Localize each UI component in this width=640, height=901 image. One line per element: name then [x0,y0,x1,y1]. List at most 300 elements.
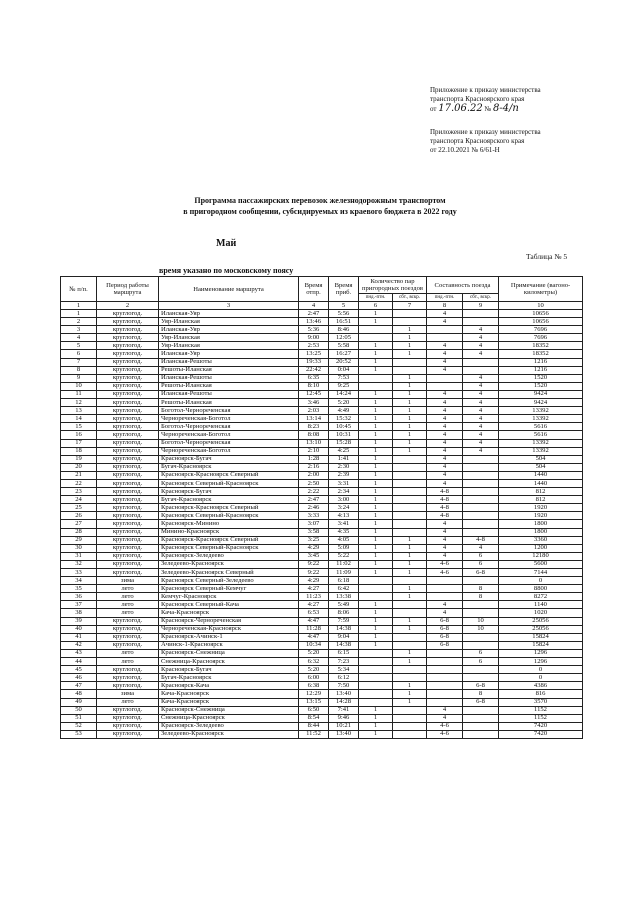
cell-note: 9424 [499,390,583,398]
cell-route: Иланская-Решоты [159,374,299,382]
cell-period: круглогод. [97,706,159,714]
cell-note: 1296 [499,658,583,666]
cell-comp-weekend [463,609,499,617]
cell-number: 50 [61,706,97,714]
column-number: 4 [299,302,329,310]
cell-comp-weekend: 4 [463,447,499,455]
cell-number: 28 [61,528,97,536]
cell-pairs-weekend [393,488,427,496]
cell-arrival: 8:46 [329,326,359,334]
cell-route: Минино-Красноярск [159,528,299,536]
cell-period: круглогод. [97,399,159,407]
cell-pairs-weekday: 1 [359,641,393,649]
cell-arrival: 14:38 [329,641,359,649]
cell-pairs-weekend: 1 [393,399,427,407]
cell-pairs-weekday [359,326,393,334]
cell-pairs-weekday: 1 [359,399,393,407]
cell-comp-weekday [427,585,463,593]
cell-route: Решоты-Иланская [159,382,299,390]
cell-comp-weekday: 6-8 [427,633,463,641]
cell-period: круглогод. [97,625,159,633]
cell-departure: 5:36 [299,326,329,334]
cell-pairs-weekday: 1 [359,350,393,358]
cell-note: 0 [499,674,583,682]
cell-route: Красноярск Северный-Кемчуг [159,585,299,593]
cell-route: Красноярск-Красноярск Северный [159,504,299,512]
cell-number: 2 [61,318,97,326]
cell-note: 8272 [499,593,583,601]
schedule-table [60,276,583,739]
cell-route: Зеледеево-Красноярск [159,560,299,568]
table-row [61,350,583,358]
cell-pairs-weekday [359,593,393,601]
cell-pairs-weekend [393,358,427,366]
cell-departure: 12:29 [299,690,329,698]
table-row [61,358,583,366]
cell-departure: 13:25 [299,350,329,358]
cell-pairs-weekday: 1 [359,407,393,415]
cell-number: 43 [61,649,97,657]
cell-number: 51 [61,714,97,722]
table-row [61,658,583,666]
cell-comp-weekend [463,504,499,512]
table-row [61,390,583,398]
cell-note: 15824 [499,641,583,649]
cell-pairs-weekend: 1 [393,374,427,382]
cell-period: круглогод. [97,674,159,682]
column-number: 8 [427,302,463,310]
cell-pairs-weekend [393,714,427,722]
cell-pairs-weekend [393,463,427,471]
cell-note: 3360 [499,536,583,544]
cell-comp-weekday [427,593,463,601]
cell-arrival: 2:34 [329,488,359,496]
cell-departure: 6:53 [299,609,329,617]
cell-pairs-weekend [393,641,427,649]
table-row [61,488,583,496]
cell-pairs-weekday: 1 [359,463,393,471]
cell-period: лето [97,609,159,617]
table-row [61,609,583,617]
cell-comp-weekend [463,366,499,374]
table-row [61,326,583,334]
cell-departure: 12:45 [299,390,329,398]
cell-arrival: 9:46 [329,714,359,722]
table-row [61,463,583,471]
cell-note: 1020 [499,609,583,617]
cell-number: 16 [61,431,97,439]
cell-number: 34 [61,577,97,585]
cell-note: 13392 [499,415,583,423]
cell-comp-weekend: 4-8 [463,536,499,544]
cell-departure: 5:20 [299,666,329,674]
cell-arrival: 0:04 [329,366,359,374]
cell-comp-weekday: 4 [427,455,463,463]
cell-comp-weekend [463,633,499,641]
approval-line: Приложение к приказу министерства [430,128,541,136]
cell-arrival: 4:25 [329,447,359,455]
cell-comp-weekend: 4 [463,382,499,390]
cell-pairs-weekday [359,649,393,657]
cell-comp-weekend [463,310,499,318]
cell-departure: 5:20 [299,649,329,657]
cell-departure: 3:07 [299,520,329,528]
cell-period: круглогод. [97,569,159,577]
cell-note: 10656 [499,318,583,326]
cell-comp-weekday [427,666,463,674]
cell-arrival: 3:31 [329,479,359,487]
cell-route: Кемчуг-Красноярск [159,593,299,601]
cell-pairs-weekend: 1 [393,698,427,706]
cell-note: 5616 [499,431,583,439]
cell-arrival: 5:09 [329,544,359,552]
cell-pairs-weekend [393,455,427,463]
cell-pairs-weekday: 1 [359,471,393,479]
cell-period: круглогод. [97,390,159,398]
cell-pairs-weekend: 1 [393,423,427,431]
cell-departure: 3:25 [299,536,329,544]
cell-pairs-weekend: 1 [393,536,427,544]
cell-number: 8 [61,366,97,374]
cell-comp-weekday: 4 [427,601,463,609]
cell-comp-weekend: 6 [463,560,499,568]
cell-departure: 4:27 [299,585,329,593]
table-row [61,714,583,722]
cell-comp-weekend [463,706,499,714]
cell-pairs-weekday: 1 [359,479,393,487]
cell-pairs-weekday [359,585,393,593]
cell-route: Бугач-Красноярск [159,463,299,471]
cell-comp-weekday: 4 [427,439,463,447]
cell-departure: 3:58 [299,528,329,536]
cell-note: 1800 [499,528,583,536]
cell-route: Уяр-Иланская [159,318,299,326]
cell-pairs-weekday [359,334,393,342]
cell-pairs-weekday: 1 [359,528,393,536]
cell-pairs-weekend: 1 [393,617,427,625]
cell-departure: 19:33 [299,358,329,366]
cell-departure: 8:08 [299,431,329,439]
cell-number: 17 [61,439,97,447]
cell-pairs-weekday [359,577,393,585]
table-row [61,706,583,714]
cell-number: 44 [61,658,97,666]
cell-pairs-weekday: 1 [359,504,393,512]
cell-route: Красноярск-Красноярск Северный [159,536,299,544]
header-composition: Составность поезда [427,277,499,294]
cell-comp-weekday: 4-8 [427,512,463,520]
cell-note: 18352 [499,350,583,358]
cell-departure: 6:50 [299,706,329,714]
cell-comp-weekend [463,528,499,536]
cell-pairs-weekend [393,666,427,674]
cell-pairs-weekday [359,698,393,706]
cell-note: 1152 [499,706,583,714]
cell-arrival: 5:20 [329,399,359,407]
cell-number: 47 [61,682,97,690]
header-comp-weekend: сбт., вскр. [463,294,499,302]
cell-route: Бугач-Красноярск [159,674,299,682]
cell-number: 20 [61,463,97,471]
cell-comp-weekend [463,479,499,487]
cell-pairs-weekday [359,658,393,666]
cell-comp-weekday: 4 [427,399,463,407]
table-row [61,479,583,487]
cell-pairs-weekend [393,479,427,487]
cell-note: 812 [499,496,583,504]
cell-departure: 4:27 [299,601,329,609]
cell-comp-weekday [427,649,463,657]
table-row [61,496,583,504]
cell-pairs-weekend: 1 [393,382,427,390]
cell-pairs-weekend: 1 [393,625,427,633]
cell-note: 812 [499,488,583,496]
cell-pairs-weekday: 1 [359,423,393,431]
cell-route: Иланская-Уяр [159,310,299,318]
cell-comp-weekend [463,714,499,722]
cell-pairs-weekday: 1 [359,447,393,455]
cell-comp-weekday: 4 [427,471,463,479]
approval-stamp-current [430,86,541,114]
table-row [61,512,583,520]
cell-comp-weekend: 6 [463,658,499,666]
cell-pairs-weekday: 1 [359,431,393,439]
cell-pairs-weekday: 1 [359,455,393,463]
cell-number: 7 [61,358,97,366]
cell-comp-weekday: 4 [427,609,463,617]
cell-period: круглогод. [97,334,159,342]
handwritten-date: 17.06.22 [438,103,483,114]
cell-arrival: 6:15 [329,649,359,657]
cell-period: круглогод. [97,342,159,350]
approval-from-label: от [430,105,437,113]
cell-comp-weekday: 4-8 [427,488,463,496]
cell-pairs-weekend: 1 [393,431,427,439]
cell-note: 7144 [499,569,583,577]
cell-pairs-weekday: 1 [359,601,393,609]
cell-comp-weekend: 6-8 [463,569,499,577]
cell-route: Красноярск-Минино [159,520,299,528]
cell-route: Красноярск-Зеледеево [159,552,299,560]
cell-arrival: 5:22 [329,552,359,560]
cell-comp-weekday: 4 [427,479,463,487]
cell-note: 1800 [499,520,583,528]
header-arrival: Время приб. [329,277,359,302]
cell-arrival: 14:38 [329,625,359,633]
cell-note: 0 [499,666,583,674]
cell-pairs-weekend: 1 [393,326,427,334]
cell-period: лето [97,585,159,593]
cell-pairs-weekend: 1 [393,649,427,657]
cell-note: 816 [499,690,583,698]
cell-period: круглогод. [97,463,159,471]
cell-note: 1152 [499,714,583,722]
cell-comp-weekend: 4 [463,342,499,350]
table-row [61,698,583,706]
cell-note: 9424 [499,399,583,407]
cell-number: 21 [61,471,97,479]
table-row [61,342,583,350]
cell-route: Красноярск Северный-Красноярск [159,544,299,552]
cell-comp-weekend [463,455,499,463]
cell-departure: 11:23 [299,593,329,601]
cell-number: 14 [61,415,97,423]
cell-comp-weekend: 4 [463,374,499,382]
cell-comp-weekend [463,577,499,585]
cell-note: 25056 [499,625,583,633]
cell-departure: 2:47 [299,310,329,318]
cell-arrival: 3:00 [329,496,359,504]
cell-number: 19 [61,455,97,463]
cell-pairs-weekday: 1 [359,625,393,633]
cell-comp-weekend: 4 [463,431,499,439]
header-route: Наименование маршрута [159,277,299,302]
cell-pairs-weekday: 1 [359,318,393,326]
cell-pairs-weekend [393,577,427,585]
table-row [61,407,583,415]
cell-number: 46 [61,674,97,682]
table-row [61,439,583,447]
cell-period: круглогод. [97,512,159,520]
table-row [61,682,583,690]
table-row [61,674,583,682]
cell-route: Боготол-Чернореченская [159,439,299,447]
cell-comp-weekend [463,641,499,649]
cell-arrival: 7:41 [329,706,359,714]
cell-number: 38 [61,609,97,617]
cell-arrival: 2:30 [329,463,359,471]
cell-comp-weekday: 4 [427,520,463,528]
cell-arrival: 10:21 [329,722,359,730]
cell-arrival: 7:23 [329,658,359,666]
cell-period: круглогод. [97,504,159,512]
cell-departure: 3:33 [299,512,329,520]
table-row [61,455,583,463]
cell-route: Зеледеево-Красноярск Северный [159,569,299,577]
column-number: 3 [159,302,299,310]
cell-pairs-weekday: 1 [359,544,393,552]
cell-pairs-weekend [393,528,427,536]
cell-comp-weekend [463,520,499,528]
cell-note: 13392 [499,439,583,447]
cell-comp-weekday [427,682,463,690]
cell-comp-weekday: 6-8 [427,617,463,625]
cell-comp-weekend [463,666,499,674]
cell-comp-weekday: 4 [427,415,463,423]
cell-comp-weekday: 4 [427,423,463,431]
cell-route: Чернореченская-Боготол [159,415,299,423]
table-row [61,471,583,479]
cell-pairs-weekday: 1 [359,439,393,447]
cell-pairs-weekend: 1 [393,569,427,577]
table-row [61,415,583,423]
cell-comp-weekday [427,577,463,585]
cell-pairs-weekend: 1 [393,690,427,698]
cell-note: 5600 [499,560,583,568]
cell-comp-weekday: 4 [427,536,463,544]
cell-period: круглогод. [97,488,159,496]
cell-period: круглогод. [97,447,159,455]
cell-period: лето [97,658,159,666]
cell-number: 32 [61,560,97,568]
cell-pairs-weekday: 1 [359,366,393,374]
cell-period: круглогод. [97,730,159,738]
cell-note: 1296 [499,649,583,657]
cell-arrival: 1:41 [329,455,359,463]
cell-departure: 22:42 [299,366,329,374]
time-zone-note: время указано по московскому поясу [159,266,294,275]
cell-period: круглогод. [97,439,159,447]
cell-comp-weekend: 10 [463,617,499,625]
cell-period: круглогод. [97,617,159,625]
cell-pairs-weekend [393,504,427,512]
cell-pairs-weekend: 1 [393,585,427,593]
cell-note: 1920 [499,504,583,512]
cell-period: круглогод. [97,415,159,423]
table-row [61,730,583,738]
header-comp-weekday: пнд.-птн. [427,294,463,302]
cell-pairs-weekend [393,609,427,617]
cell-number: 33 [61,569,97,577]
cell-note: 504 [499,455,583,463]
header-departure: Время отпр. [299,277,329,302]
cell-route: Решоты-Иланская [159,366,299,374]
cell-period: круглогод. [97,552,159,560]
cell-number: 48 [61,690,97,698]
cell-number: 49 [61,698,97,706]
cell-comp-weekday [427,674,463,682]
cell-period: круглогод. [97,326,159,334]
document-title [0,195,640,217]
cell-note: 1440 [499,471,583,479]
table-row [61,318,583,326]
cell-number: 18 [61,447,97,455]
cell-number: 24 [61,496,97,504]
cell-departure: 13:15 [299,698,329,706]
cell-note: 504 [499,463,583,471]
cell-period: круглогод. [97,479,159,487]
cell-arrival: 11:02 [329,560,359,568]
cell-comp-weekend: 4 [463,544,499,552]
cell-route: Решоты-Иланская [159,399,299,407]
cell-number: 35 [61,585,97,593]
cell-route: Красноярск-Бугач [159,455,299,463]
cell-departure: 2:00 [299,471,329,479]
cell-number: 52 [61,722,97,730]
cell-period: круглогод. [97,366,159,374]
table-row [61,431,583,439]
cell-route: Чернореченская-Боготол [159,447,299,455]
cell-departure: 4:29 [299,544,329,552]
cell-period: круглогод. [97,633,159,641]
cell-pairs-weekday: 1 [359,496,393,504]
table-row [61,560,583,568]
cell-departure: 2:10 [299,447,329,455]
cell-arrival: 5:56 [329,310,359,318]
cell-departure: 13:14 [299,415,329,423]
table-row [61,447,583,455]
cell-period: круглогод. [97,496,159,504]
cell-departure: 4:47 [299,633,329,641]
cell-pairs-weekday: 1 [359,310,393,318]
cell-arrival: 13:40 [329,730,359,738]
cell-comp-weekend: 6 [463,649,499,657]
cell-comp-weekend: 4 [463,423,499,431]
cell-number: 1 [61,310,97,318]
table-row [61,625,583,633]
cell-number: 25 [61,504,97,512]
cell-departure: 2:50 [299,479,329,487]
